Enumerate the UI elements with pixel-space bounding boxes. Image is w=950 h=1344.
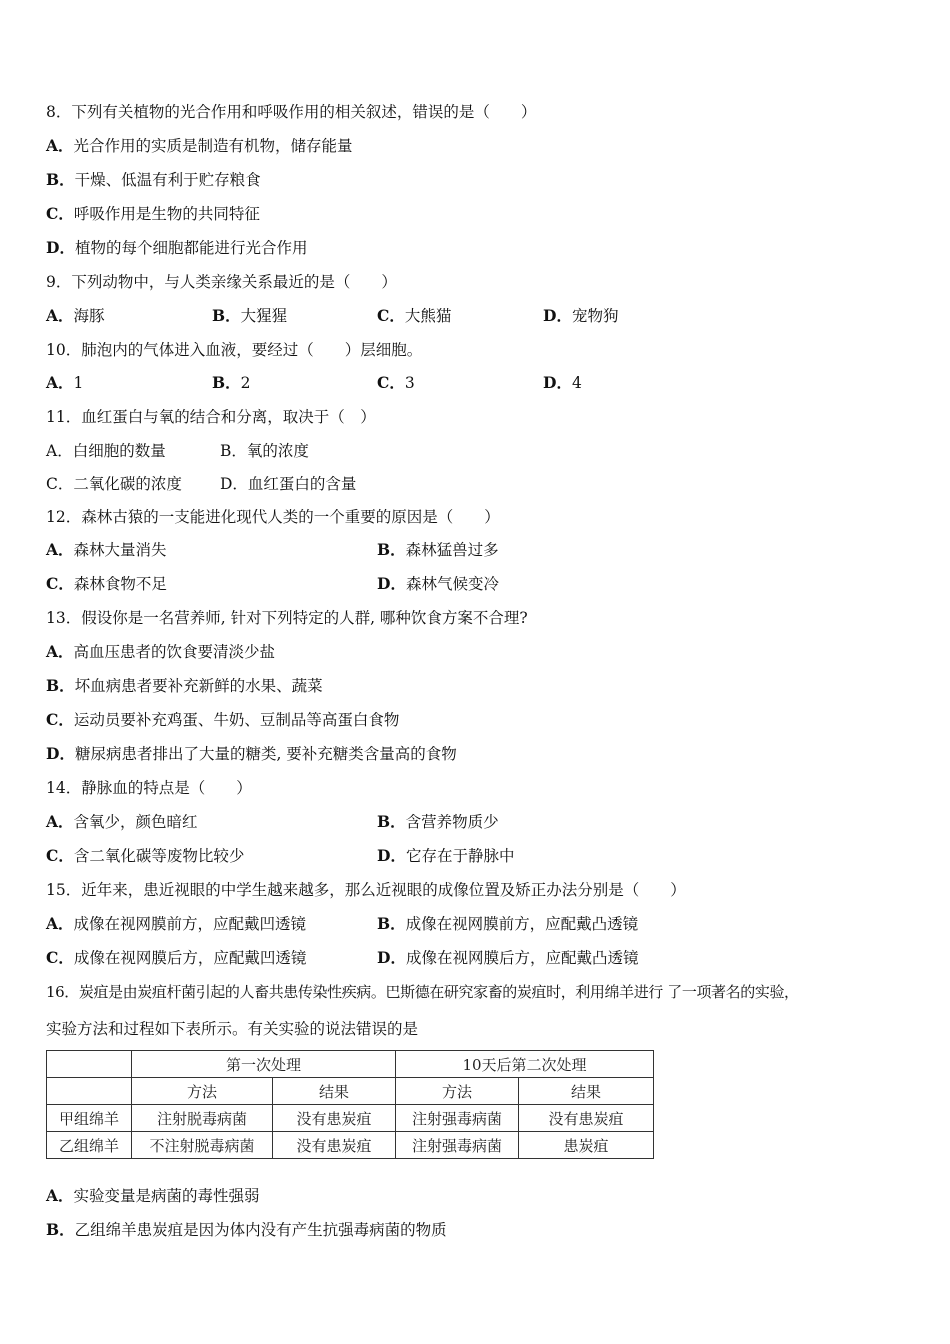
question-8-stem: 8．下列有关植物的光合作用和呼吸作用的相关叙述，错误的是（ ） <box>46 103 537 121</box>
option-14d <box>377 846 514 866</box>
option-text: 宠物狗 <box>571 307 619 325</box>
table-corner-cell <box>47 1051 132 1078</box>
option-13d <box>46 744 457 764</box>
experiment-table <box>46 1050 654 1159</box>
option-15b <box>377 914 638 934</box>
option-14a <box>46 812 198 832</box>
question-12-stem: 12．森林古猿的一支能进化现代人类的一个重要的原因是（ ） <box>46 508 500 526</box>
option-letter: B． <box>212 306 241 325</box>
option-12c <box>46 574 167 594</box>
option-text: 光合作用的实质是制造有机物，储存能量 <box>73 137 353 155</box>
option-letter: D． <box>377 846 406 865</box>
option-text: 含二氧化碳等废物比较少 <box>73 847 245 865</box>
question-11-stem: 11．血红蛋白与氧的结合和分离，取决于（ ） <box>46 408 376 426</box>
option-text: 运动员要补充鸡蛋、牛奶、豆制品等高蛋白食物 <box>73 711 400 729</box>
option-13a <box>46 642 275 662</box>
question-16-stem-line1: 16．炭疽是由炭疽杆菌引起的人畜共患传染性疾病。巴斯德在研究家畜的炭疽时，利用绵羊进行 了一项著名的实验， <box>46 983 799 1001</box>
option-text: 森林大量消失 <box>73 541 167 559</box>
option-text: 1 <box>73 374 84 392</box>
option-letter: B． <box>377 812 406 831</box>
option-9b <box>212 306 287 326</box>
option-text: 植物的每个细胞都能进行光合作用 <box>74 239 308 257</box>
option-letter: C． <box>46 204 74 223</box>
option-letter: C． <box>46 574 74 593</box>
option-text: 大猩猩 <box>240 307 288 325</box>
option-letter: C． <box>377 373 405 392</box>
option-12a <box>46 540 167 560</box>
option-letter: C． <box>46 846 74 865</box>
question-10-stem: 10．肺泡内的气体进入血液，要经过（ ）层细胞。 <box>46 341 423 359</box>
option-letter: A． <box>46 306 74 325</box>
option-13b <box>46 676 323 696</box>
option-text: 它存在于静脉中 <box>405 847 515 865</box>
table-cell: 注射强毒病菌 <box>396 1132 519 1159</box>
option-14b <box>377 812 499 832</box>
option-text: 2 <box>240 374 251 392</box>
option-text: 成像在视网膜后方，应配戴凹透镜 <box>73 949 307 967</box>
option-text: 含氧少，颜色暗红 <box>73 813 198 831</box>
table-row <box>47 1132 654 1159</box>
option-12b <box>377 540 499 560</box>
option-letter: D． <box>46 744 75 763</box>
table-cell: 没有患炭疽 <box>519 1105 654 1132</box>
option-letter: A． <box>46 540 74 559</box>
option-16b <box>46 1220 447 1240</box>
option-text: 3 <box>404 374 415 392</box>
option-10a <box>46 373 83 393</box>
option-text: 成像在视网膜后方，应配戴凸透镜 <box>405 949 639 967</box>
option-letter: B． <box>377 540 406 559</box>
option-letter: B． <box>46 676 75 695</box>
option-8b <box>46 170 261 190</box>
option-letter: C． <box>46 948 74 967</box>
option-letter: A． <box>46 914 74 933</box>
option-letter: D． <box>543 306 572 325</box>
option-letter: D． <box>377 948 406 967</box>
subheader-method: 方法 <box>132 1078 273 1105</box>
option-text: 4 <box>571 374 582 392</box>
option-9c <box>377 306 451 326</box>
option-9d <box>543 306 618 326</box>
option-text: 大熊猫 <box>404 307 452 325</box>
option-text: 糖尿病患者排出了大量的糖类, 要补充糖类含量高的食物 <box>74 745 457 763</box>
option-10c <box>377 373 415 393</box>
option-text: 森林气候变冷 <box>405 575 499 593</box>
option-13c <box>46 710 399 730</box>
subheader-result: 结果 <box>273 1078 396 1105</box>
option-text: 含营养物质少 <box>405 813 499 831</box>
option-letter: D． <box>46 238 75 257</box>
option-14c <box>46 846 244 866</box>
question-13-stem: 13．假设你是一名营养师, 针对下列特定的人群, 哪种饮食方案不合理? <box>46 609 528 627</box>
row-label: 甲组绵羊 <box>47 1105 132 1132</box>
option-11c: C．二氧化碳的浓度 <box>46 475 182 493</box>
option-8a <box>46 136 353 156</box>
option-15d <box>377 948 638 968</box>
question-9-stem: 9．下列动物中，与人类亲缘关系最近的是（ ） <box>46 273 397 291</box>
option-text: 坏血病患者要补充新鲜的水果、蔬菜 <box>74 677 323 695</box>
option-15c <box>46 948 306 968</box>
table-corner-cell <box>47 1078 132 1105</box>
table-cell: 没有患炭疽 <box>273 1105 396 1132</box>
option-letter: B． <box>46 1220 75 1239</box>
option-16a <box>46 1186 260 1206</box>
table-cell: 不注射脱毒病菌 <box>132 1132 273 1159</box>
question-15-stem: 15．近年来，患近视眼的中学生越来越多，那么近视眼的成像位置及矫正办法分别是（ ） <box>46 881 686 899</box>
option-text: 干燥、低温有利于贮存粮食 <box>74 171 261 189</box>
option-11b: B．氧的浓度 <box>220 442 309 460</box>
question-14-stem: 14．静脉血的特点是（ ） <box>46 779 252 797</box>
row-label: 乙组绵羊 <box>47 1132 132 1159</box>
option-letter: A． <box>46 1186 74 1205</box>
option-12d <box>377 574 499 594</box>
option-letter: B． <box>46 170 75 189</box>
question-16-stem-line2: 实验方法和过程如下表所示。有关实验的说法错误的是 <box>46 1020 419 1038</box>
subheader-result: 结果 <box>519 1078 654 1105</box>
option-15a <box>46 914 306 934</box>
table-row <box>47 1105 654 1132</box>
option-letter: D． <box>377 574 406 593</box>
option-10b <box>212 373 250 393</box>
table-cell: 注射强毒病菌 <box>396 1105 519 1132</box>
option-text: 呼吸作用是生物的共同特征 <box>73 205 260 223</box>
option-letter: B． <box>377 914 406 933</box>
option-text: 成像在视网膜前方，应配戴凸透镜 <box>405 915 639 933</box>
header-first-treatment: 第一次处理 <box>132 1051 396 1078</box>
option-letter: A． <box>46 812 74 831</box>
table-cell: 没有患炭疽 <box>273 1132 396 1159</box>
option-8c <box>46 204 260 224</box>
subheader-method: 方法 <box>396 1078 519 1105</box>
option-11a: A．白细胞的数量 <box>46 442 166 460</box>
option-letter: C． <box>377 306 405 325</box>
table-header-row <box>47 1051 654 1078</box>
option-letter: A． <box>46 136 74 155</box>
option-text: 海豚 <box>73 307 105 325</box>
option-letter: A． <box>46 373 74 392</box>
option-9a <box>46 306 105 326</box>
header-second-treatment: 10天后第二次处理 <box>396 1051 654 1078</box>
option-text: 森林食物不足 <box>73 575 167 593</box>
option-letter: C． <box>46 710 74 729</box>
option-10d <box>543 373 582 393</box>
option-8d <box>46 238 307 258</box>
table-cell: 患炭疽 <box>519 1132 654 1159</box>
option-text: 高血压患者的饮食要清淡少盐 <box>73 643 276 661</box>
option-text: 实验变量是病菌的毒性强弱 <box>73 1187 260 1205</box>
option-letter: B． <box>212 373 241 392</box>
option-text: 森林猛兽过多 <box>405 541 499 559</box>
table-cell: 注射脱毒病菌 <box>132 1105 273 1132</box>
option-text: 乙组绵羊患炭疽是因为体内没有产生抗强毒病菌的物质 <box>74 1221 447 1239</box>
table-subheader-row <box>47 1078 654 1105</box>
option-letter: A． <box>46 642 74 661</box>
option-11d: D．血红蛋白的含量 <box>220 475 357 493</box>
option-letter: D． <box>543 373 572 392</box>
option-text: 成像在视网膜前方，应配戴凹透镜 <box>73 915 307 933</box>
